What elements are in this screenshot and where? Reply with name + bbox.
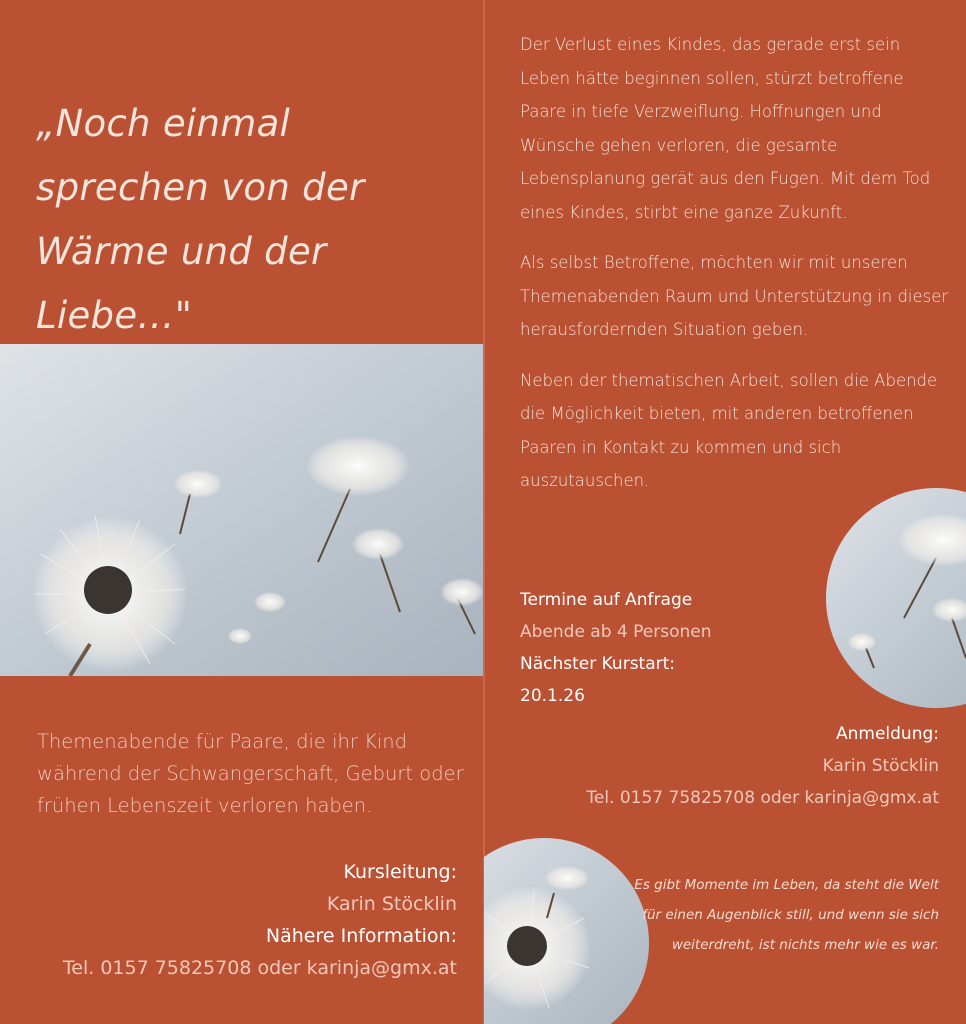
right-panel — [484, 0, 966, 1024]
paragraph: Der Verlust eines Kindes, das gerade erst sein Leben hätte beginnen sollen, stürzt betroffene Paare in tiefe Verzweiflung. Hoffnungen und Wünsche gehen verloren, die gesamte Lebensplanung gerät aus den Fugen. Mit dem Tod eines Kindes, stirbt eine ganze Zukunft. — [520, 35, 931, 222]
registration-name: Karin Stöcklin — [822, 756, 939, 776]
registration-contact: Tel. 0157 75825708 oder karinja@gmx.at — [586, 788, 939, 808]
dates-label: Termine auf Anfrage — [520, 590, 693, 610]
quote-heading: „Noch einmal sprechen von der Wärme und der Liebe…" — [36, 102, 365, 337]
dandelion-circle-image-top — [826, 488, 966, 708]
lead-name: Karin Stöcklin — [326, 893, 457, 915]
info-label: Nähere Information: — [265, 925, 457, 947]
lead-label: Kursleitung: — [343, 861, 457, 883]
info-contact: Tel. 0157 75825708 oder karinja@gmx.at — [62, 957, 457, 979]
intro-text — [520, 28, 950, 515]
paragraph: Als selbst Betroffene, möchten wir mit unseren Themenabenden Raum und Unterstützung in dieser herausfordernden Situation geben. — [520, 253, 949, 339]
next-start-label: Nächster Kurstart: — [520, 654, 676, 674]
next-start-date: 20.1.26 — [520, 686, 585, 706]
closing-quote: Es gibt Momente im Leben, da steht die Welt für einen Augenblick still, und wenn sie sich weiterdreht, ist nichts mehr wie es war. — [634, 877, 939, 953]
min-people: Abende ab 4 Personen — [520, 622, 712, 642]
paragraph: Neben der thematischen Arbeit, sollen die Abende die Möglichkeit bieten, mit anderen betroffenen Paaren in Kontakt zu kommen und sich auszutauschen. — [520, 370, 938, 490]
registration-label: Anmeldung: — [835, 724, 939, 744]
dandelion-hero-image — [0, 344, 484, 676]
left-contact-block — [63, 856, 457, 984]
dates-block — [520, 584, 712, 712]
intro-description: Themenabende für Paare, die ihr Kind während der Schwangerschaft, Geburt oder frühen Lebenszeit verloren haben. — [37, 730, 464, 817]
registration-block — [586, 718, 939, 814]
